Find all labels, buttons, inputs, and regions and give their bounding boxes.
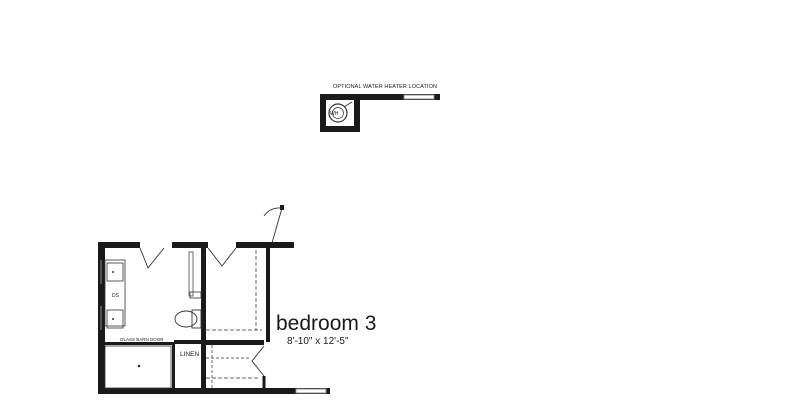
entry-door-arc [264,208,282,216]
bedroom-dimensions: 8'-10" x 12'-5" [287,336,349,347]
water-heater-window [404,95,434,99]
water-heater-note: OPTIONAL WATER HEATER LOCATION [333,84,438,90]
bedroom-wall-top [236,242,294,248]
barn-door-note: GLASS BARN DOOR [120,337,164,342]
interior-walls [105,242,270,388]
bath-partition [201,242,206,388]
sink-lower [107,310,123,328]
bath-fixtures [101,252,201,388]
linen-closet-label: LINEN [180,351,200,358]
toilet-bowl [175,311,197,327]
shower-drain [138,365,141,368]
towel-bar [189,252,193,296]
closet-wall-divider [206,340,264,345]
linen-wall-top [174,340,201,344]
water-heater-pipe [344,102,352,107]
bath-door-swing [140,248,164,268]
vanity-label: DS [112,293,119,299]
closet-door-swing [208,248,236,266]
wall-bottom [98,388,330,394]
door-swings [140,205,294,376]
water-heater-code: WH [330,111,339,117]
closet-shelving [206,250,262,388]
entry-door-stop [280,205,284,210]
toilet-tank [190,292,201,298]
shower-wall-right [172,342,175,388]
water-heater-wall-right [354,94,360,132]
closet-wall-right [266,242,270,342]
sink-upper [107,263,123,281]
bedroom-name: bedroom 3 [276,312,377,335]
sink-upper-drain [112,271,114,273]
entry-door-jamb [288,242,294,248]
bedroom-window [296,389,326,393]
sink-lower-drain [112,318,114,320]
bath-wall-top-left [98,242,140,248]
entry-door-leaf [272,208,282,243]
shower [105,346,171,388]
lower-closet-door-swing [252,346,264,376]
